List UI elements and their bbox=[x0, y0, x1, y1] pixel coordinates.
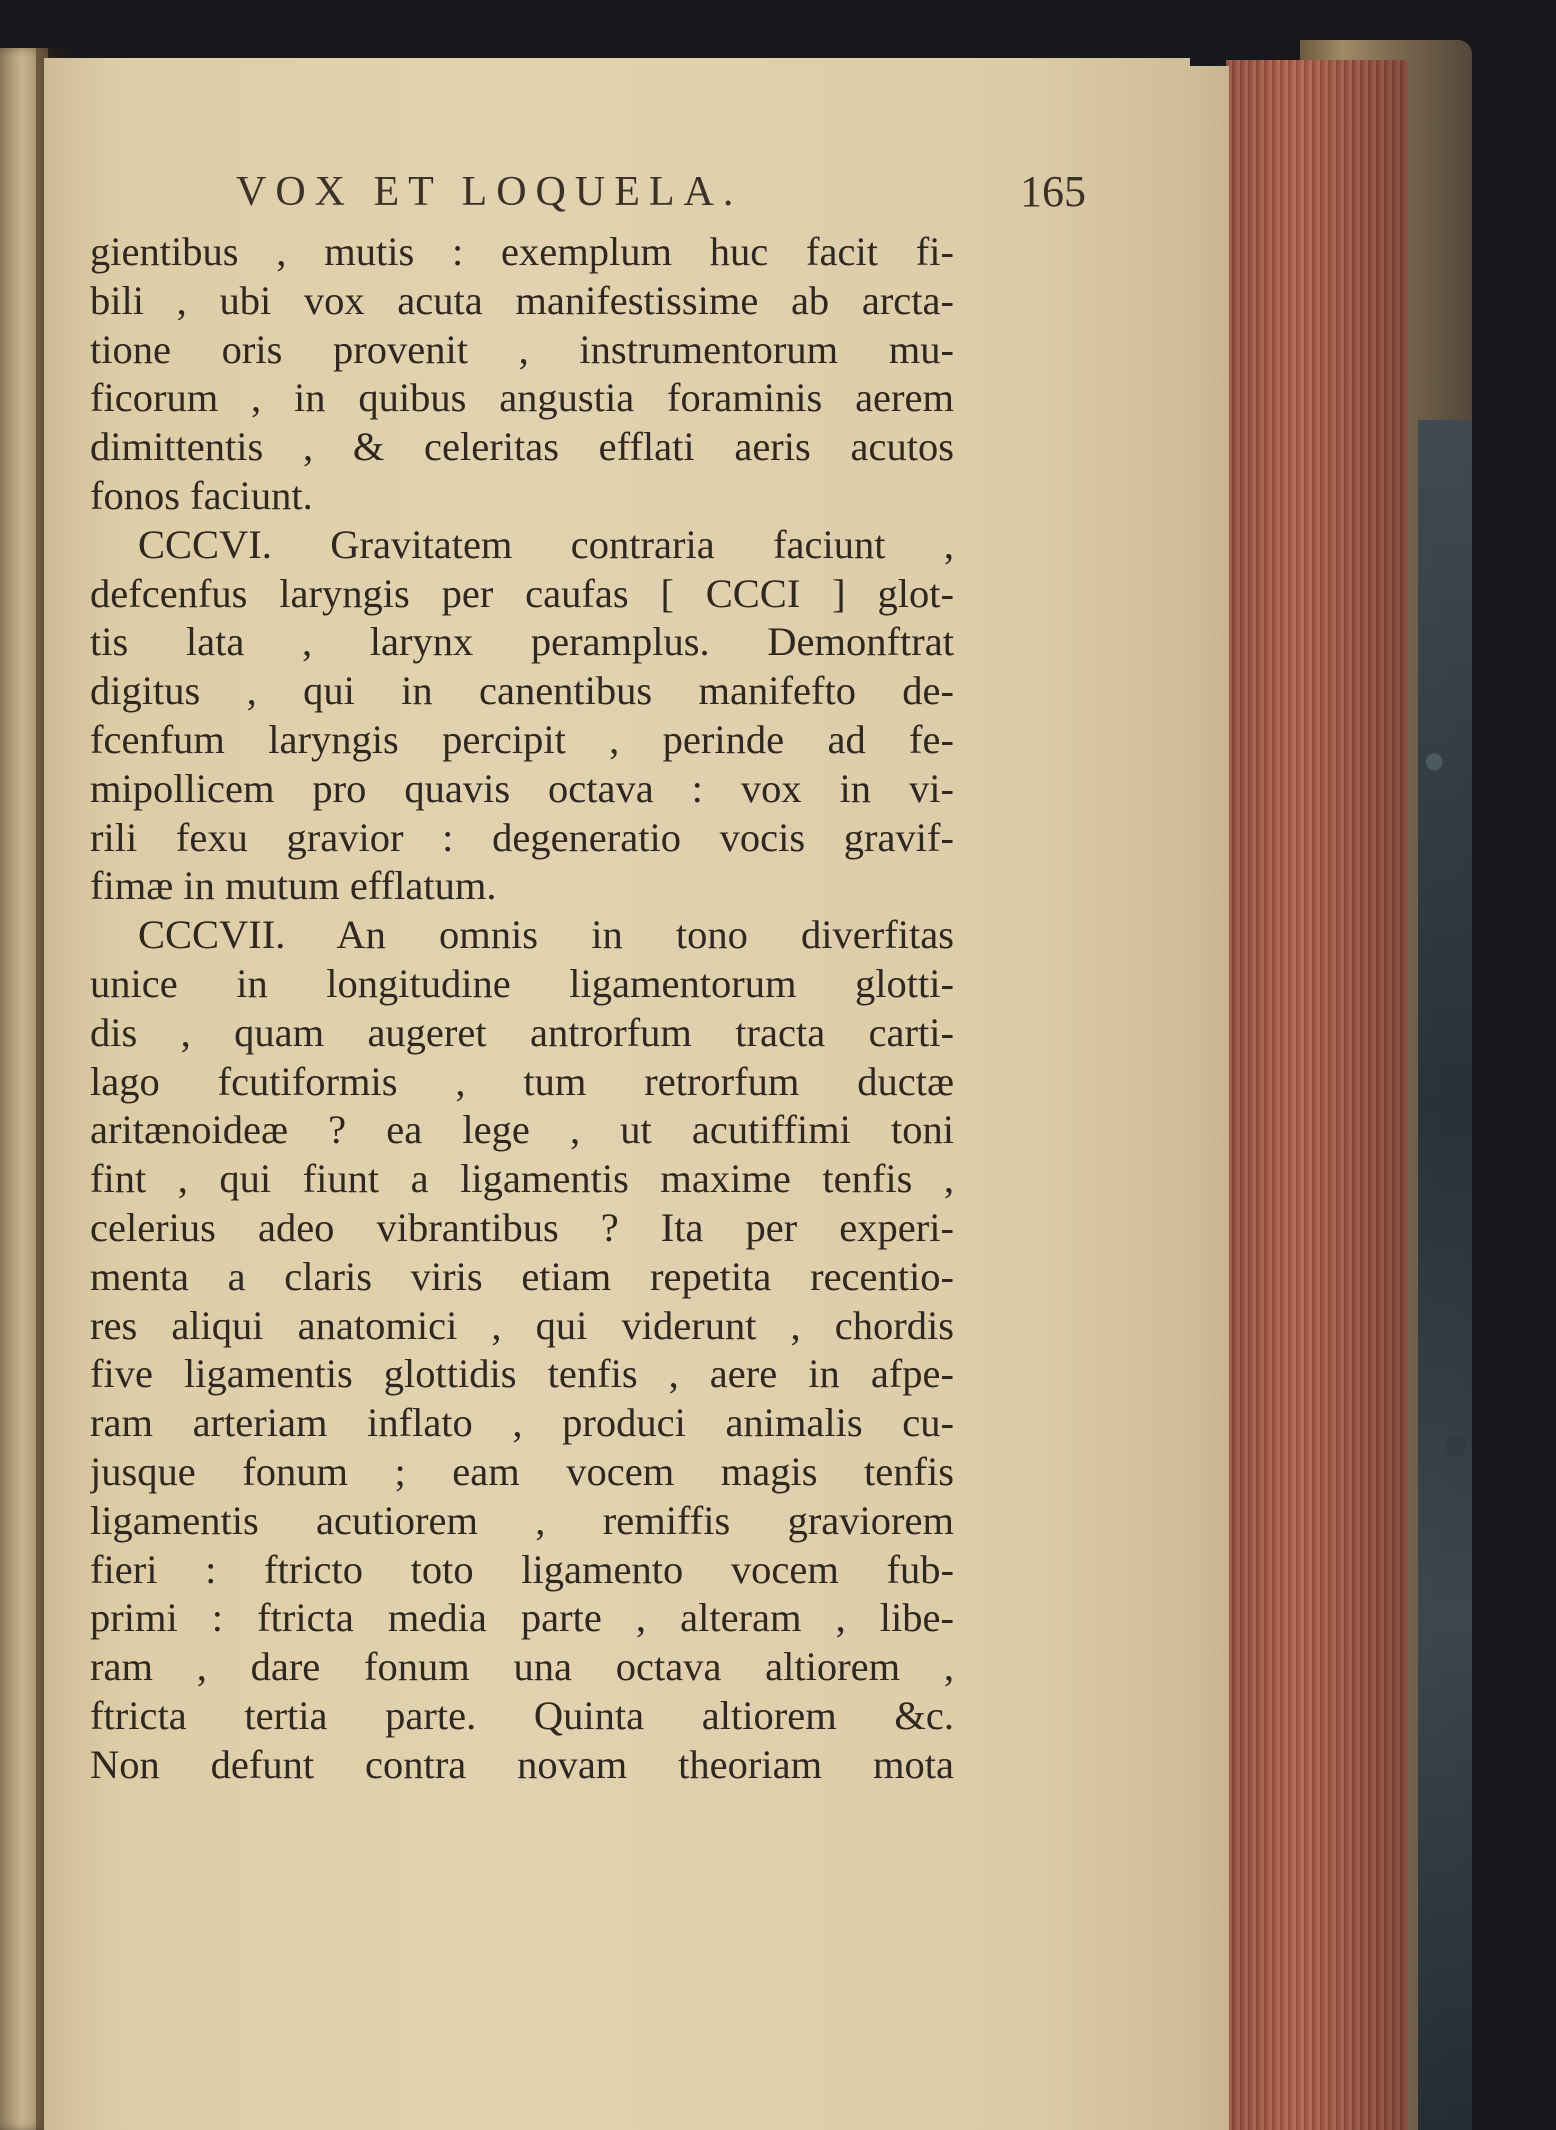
text-line: celerius adeo vibrantibus ? Ita per experi- bbox=[90, 1204, 954, 1250]
text-line: res aliqui anatomici , qui viderunt , chordis bbox=[90, 1302, 954, 1348]
text-line: mipollicem pro quavis octava : vox in vi- bbox=[90, 765, 954, 811]
text-line: fcenfum laryngis percipit , perinde ad fe- bbox=[90, 716, 954, 762]
text-line: primi : ftricta media parte , alteram , libe- bbox=[90, 1595, 954, 1641]
text-line: defcenfus laryngis per caufas [ CCCI ] glot- bbox=[90, 570, 954, 616]
text-line: digitus , qui in canentibus manifefto de- bbox=[90, 668, 954, 714]
text-line: menta a claris viris etiam repetita recentio- bbox=[90, 1253, 954, 1299]
running-head: VOX ET LOQUELA. bbox=[236, 169, 743, 215]
text-line: bili , ubi vox acuta manifestissime ab arcta- bbox=[90, 277, 954, 323]
text-line: lago fcutiformis , tum retrorfum ductæ bbox=[90, 1058, 954, 1104]
text-line: fint , qui fiunt a ligamentis maxime tenfis , bbox=[90, 1156, 954, 1202]
text-line: ficorum , in quibus angustia foraminis aerem bbox=[90, 375, 954, 421]
text-line: ligamentis acutiorem , remiffis graviorem bbox=[90, 1497, 954, 1543]
text-line: five ligamentis glottidis tenfis , aere in afpe- bbox=[90, 1351, 954, 1397]
section-heading-line: CCCVI. Gravitatem contraria faciunt , bbox=[138, 521, 954, 567]
text-line: Non defunt contra novam theoriam mota bbox=[90, 1741, 954, 1787]
text-line: ram arteriam inflato , produci animalis cu- bbox=[90, 1400, 954, 1446]
text-line: gientibus , mutis : exemplum huc facit fi- bbox=[90, 229, 954, 274]
text-line: ram , dare fonum una octava altiorem , bbox=[90, 1644, 954, 1690]
text-line: ftricta tertia parte. Quinta altiorem &c. bbox=[90, 1692, 954, 1738]
page-edge-shading bbox=[1226, 60, 1408, 2130]
text-line: dis , quam augeret antrorfum tracta carti- bbox=[90, 1009, 954, 1055]
text-line: dimittentis , & celeritas efflati aeris acutos bbox=[90, 424, 954, 470]
text-line: rili fexu gravior : degeneratio vocis gravif- bbox=[90, 814, 954, 860]
marbled-cover-board bbox=[1418, 420, 1472, 2130]
section-heading-line: CCCVII. An omnis in tono diverfitas bbox=[138, 912, 954, 958]
text-line: tione oris provenit , instrumentorum mu- bbox=[90, 326, 954, 372]
text-line: tis lata , larynx peramplus. Demonftrat bbox=[90, 619, 954, 665]
text-line: fonos faciunt. bbox=[90, 472, 313, 518]
text-line: jusque fonum ; eam vocem magis tenfis bbox=[90, 1448, 954, 1494]
text-line: fieri : ftricto toto ligamento vocem fub- bbox=[90, 1546, 954, 1592]
page-number: 165 bbox=[1020, 167, 1086, 216]
text-line: fimæ in mutum efflatum. bbox=[90, 863, 497, 909]
text-line: unice in longitudine ligamentorum glotti- bbox=[90, 960, 954, 1006]
text-line: aritænoideæ ? ea lege , ut acutiffimi toni bbox=[90, 1107, 954, 1153]
body-text bbox=[90, 228, 954, 1790]
